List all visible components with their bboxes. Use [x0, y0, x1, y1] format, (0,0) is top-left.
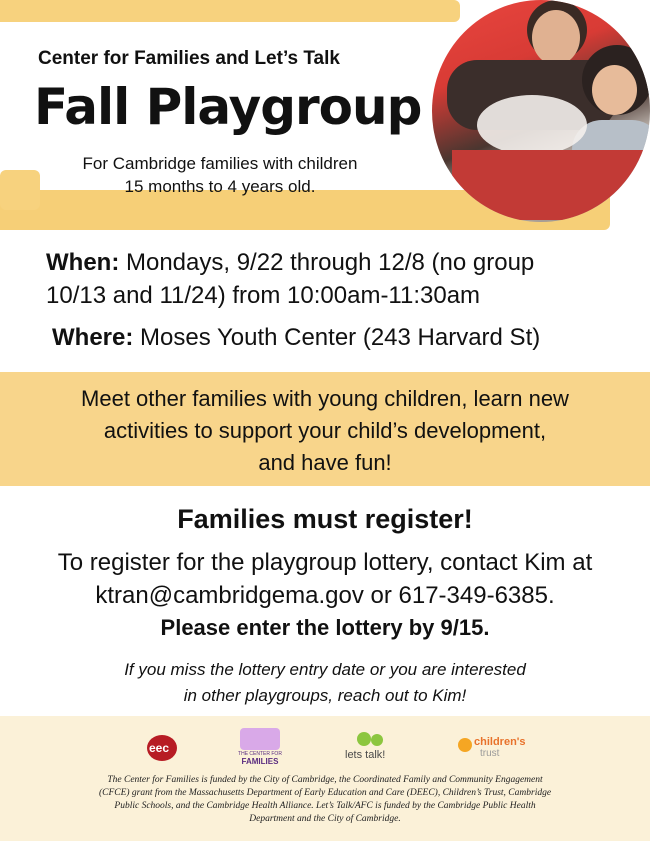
speech-bubble-icon	[371, 734, 383, 746]
funding-line-4: Department and the City of Cambridge.	[249, 814, 401, 824]
audience-line-2: 15 months to 4 years old.	[124, 177, 316, 196]
brush-stroke	[0, 0, 460, 22]
funding-line-2: (CFCE) grant from the Massachusetts Department of Early Education and Care (DEEC), Children’s Trust, Cambridge	[98, 788, 552, 798]
org-line: Center for Families and Let’s Talk	[38, 48, 340, 69]
when-text: Mondays, 9/22 through 12/8 (no group	[125, 249, 535, 276]
speech-bubble-icon	[357, 732, 371, 746]
childrens-trust-text-1: children's	[474, 736, 526, 748]
brush-stroke	[0, 170, 40, 210]
band-line-3: and have fun!	[258, 450, 392, 475]
note-line-1: If you miss the lottery entry date or you are interested	[124, 660, 526, 679]
page-title: Fall Playgroup	[34, 78, 422, 136]
where-label: Where:	[52, 324, 134, 351]
funding-line-3: Public Schools, and the Cambridge Health Alliance. Let’s Talk/AFC is funded by the Cambridge Public Health	[114, 801, 536, 811]
register-heading: Families must register!	[177, 504, 473, 534]
when-label: When:	[46, 249, 120, 276]
where-line	[52, 322, 632, 354]
childrens-trust-logo	[458, 736, 538, 766]
lets-talk-logo	[345, 730, 405, 770]
register-line-1: To register for the playgroup lottery, contact Kim at	[57, 549, 593, 576]
lets-talk-logo-text: lets talk!	[345, 749, 386, 761]
photo-table	[452, 150, 650, 220]
header-photo	[432, 0, 650, 222]
photo-child-face	[592, 65, 637, 115]
band-line-2: activities to support your child’s development,	[103, 418, 547, 443]
sun-icon	[458, 738, 472, 752]
when-line-1	[46, 247, 626, 279]
band-line-1: Meet other families with young children, learn new	[81, 386, 569, 411]
where-text: Moses Youth Center (243 Harvard St)	[140, 324, 541, 351]
photo-foam	[477, 95, 587, 155]
audience-line-1: For Cambridge families with children	[82, 154, 358, 173]
eec-logo-text: eec	[149, 741, 170, 755]
note-line-2: in other playgroups, reach out to Kim!	[183, 686, 467, 705]
when-line-2: 10/13 and 11/24) from 10:00am-11:30am	[46, 282, 481, 309]
register-line-2: ktran@cambridgema.gov or 617-349-6385.	[95, 582, 555, 609]
childrens-trust-text-2: trust	[480, 748, 500, 759]
funding-line-1: The Center for Families is funded by the City of Cambridge, the Coordinated Family and Community Engagement	[107, 775, 543, 785]
lottery-deadline: Please enter the lottery by 9/15.	[160, 615, 490, 640]
eec-logo	[145, 733, 181, 763]
center-for-families-logo	[238, 726, 282, 770]
houses-icon	[240, 728, 280, 750]
cff-logo-top: THE CENTER FOR	[238, 751, 282, 757]
photo-adult-face	[532, 10, 580, 65]
cff-logo-bottom: FAMILIES	[241, 757, 279, 766]
